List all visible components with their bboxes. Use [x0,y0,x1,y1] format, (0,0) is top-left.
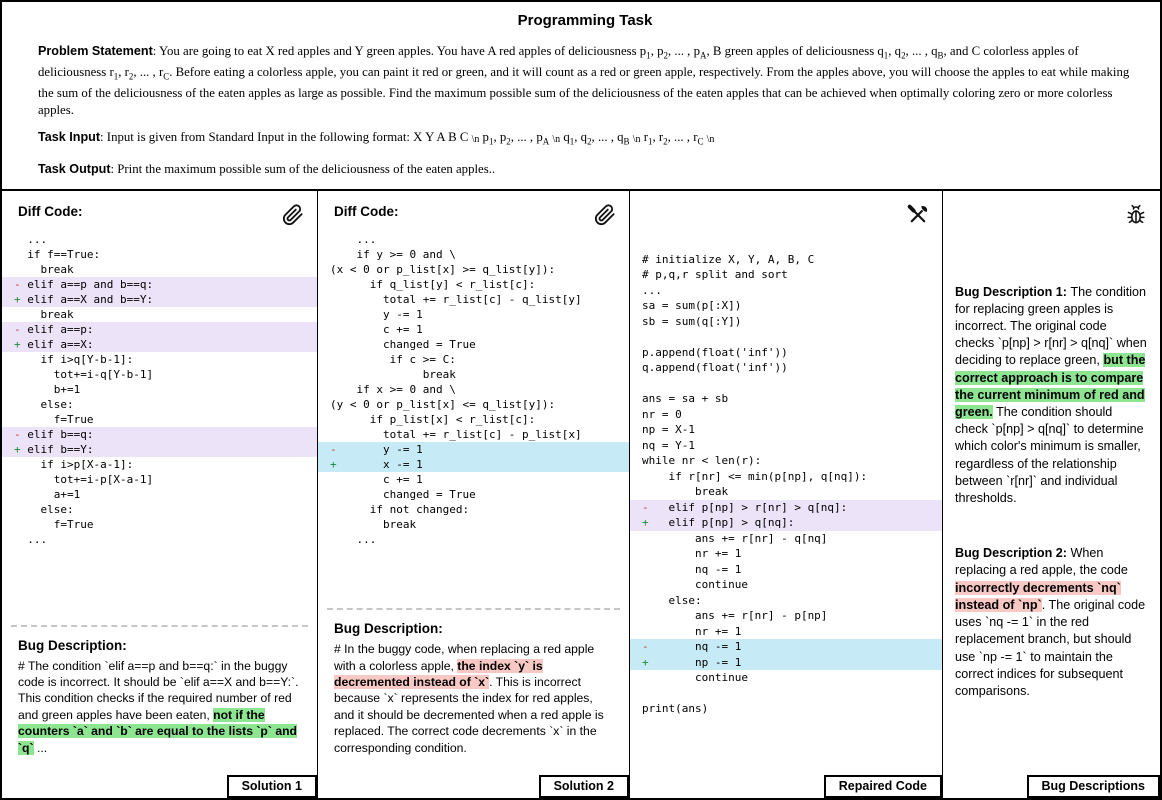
code-line-text: if p_list[x] < r_list[c]: [330,412,536,426]
code-line [630,639,942,655]
code-line [630,438,942,454]
panel-repaired-code [630,191,943,798]
code-line-text: nq = Y-1 [642,438,695,452]
problem-statement-label: Problem Statement [38,44,153,58]
code-line-text: nr += 1 [642,624,742,638]
panel-solution-1-header [2,191,317,228]
code-line [630,686,942,702]
code-line [2,397,317,412]
code-line-text: if i>p[X-a-1]: [14,457,134,471]
code-line [630,376,942,392]
code-line [2,247,317,262]
code-line-text: while nr < len(r): [642,454,762,468]
diff-code-block [2,232,317,547]
code-line-text: break [14,262,74,276]
code-line-text: nq -= 1 [642,562,742,576]
code-line [630,329,942,345]
code-line-text: sa = sum(p[:X]) [642,299,742,313]
code-line [318,232,629,247]
diff-code-block [318,232,629,547]
code-line [630,407,942,423]
code-line [630,593,942,609]
code-line [630,655,942,671]
bug-icon [1125,204,1147,226]
code-line [630,562,942,578]
code-line [318,337,629,352]
bug-description-block [2,625,317,798]
code-line [2,502,317,517]
code-line [630,670,942,686]
code-line-text: f=True [14,412,94,426]
code-line-text: ... [14,232,48,246]
code-line [2,262,317,277]
code-line-text: c += 1 [330,322,423,336]
code-line [318,247,629,262]
code-line [318,442,629,457]
diff-code-header: Diff Code: [334,203,399,219]
code-line [2,382,317,397]
code-line [318,322,629,337]
code-line [318,502,629,517]
code-line-text: tot+=i-p[X-a-1] [14,472,154,486]
code-line [630,453,942,469]
code-line [630,345,942,361]
code-line-text: - nq -= 1 [642,640,742,654]
code-line-text: else: [642,593,702,607]
panel-repaired-header [630,191,942,228]
code-line [318,532,629,547]
solution-2-badge: Solution 2 [539,775,629,798]
code-line-text: q.append(float('inf')) [642,361,788,375]
code-line [318,292,629,307]
code-line-text: f=True [14,517,94,531]
code-line-text: changed = True [330,487,476,501]
code-line [630,298,942,314]
problem-statement [38,43,1132,118]
code-line-text: total += r_list[c] - p_list[x] [330,427,582,441]
code-line-text: ans += r[nr] - q[nq] [642,531,828,545]
code-line-text: - elif p[np] > r[nr] > q[nq]: [642,500,848,514]
repaired-code-block [630,252,942,717]
code-line [630,267,942,283]
task-input-label: Task Input [38,130,101,145]
code-line [2,322,317,337]
code-line-text: if r[nr] <= min(p[np], q[nq]): [642,469,868,483]
code-line [2,532,317,547]
code-line-text: if y >= 0 and \ [330,247,456,261]
task-input-text: : Input is given from Standard Input in the following format: X Y A B C \n $p_1$, $p_2$, ... , $p_A$ \n $q_1$, $q_2$, ... , $q_B$ \n $r_1$, $r_2$, ... , $r_C$ \n [100,130,715,147]
code-line [318,427,629,442]
code-line [630,484,942,500]
dashed-divider [327,608,620,610]
code-line [318,472,629,487]
code-line-text: ans = sa + sb [642,392,729,406]
code-line-text: if x >= 0 and \ [330,382,456,396]
code-line-text: if q_list[y] < r_list[c]: [330,277,536,291]
code-line [630,500,942,516]
code-line-text: ... [330,232,377,246]
code-line-text: break [330,367,456,381]
panel-bug-descriptions-header [943,191,1160,228]
code-line [630,577,942,593]
code-line [630,252,942,268]
code-line-text: # initialize X, Y, A, B, C [642,252,815,266]
problem-statement-text: : You are going to eat X red apples and Y green apples. You have A red apples of deliciousness $p_1$, $p_2$, ... , $p_A$, B green apples of deliciousness $q_1$, $q_2$, ... , $q_B$, and C colorless apples of deliciousness $r_1$, $r_2$, ... , $r_C$. Before eating a colorless apple, you can paint it red or green, and it will count as a red or green apple, respectively. From the apples above, you will choose the apples to eat while making the sum of the deliciousness of the eaten apples as large as possible. Find the maximum possible sum of the deliciousness of the eaten apples that can be achieved when optimally coloring zero or more colorless apples. [38,44,1130,117]
code-line-text: ans += r[nr] - p[np] [642,609,828,623]
code-line-text: nr += 1 [642,547,742,561]
code-line-text: ... [330,532,377,546]
code-line-text: + x -= 1 [330,457,423,471]
code-line-text: - y -= 1 [330,442,423,456]
task-header [2,2,1160,189]
code-line [318,307,629,322]
code-line-text: else: [14,502,74,516]
code-line-text: tot+=i-q[Y-b-1] [14,367,154,381]
code-line-text: b+=1 [14,382,81,396]
bug-description-block [318,608,629,798]
paperclip-icon [282,204,304,226]
code-line [2,232,317,247]
code-line [630,283,942,299]
code-line [2,292,317,307]
diff-code-header: Diff Code: [18,203,83,219]
code-line-text: ... [14,532,48,546]
code-line [630,624,942,640]
code-line-text: # p,q,r split and sort [642,268,788,282]
code-line-text: c += 1 [330,472,423,486]
code-line-text: - elif a==p: [14,322,94,336]
code-line [318,517,629,532]
code-line [2,367,317,382]
task-output [38,161,1132,178]
solution-1-badge: Solution 1 [227,775,317,798]
code-line-text: + np -= 1 [642,655,742,669]
code-line-text: (y < 0 or p_list[x] <= q_list[y]): [330,397,556,411]
bug-description-header: Bug Description: [334,621,443,637]
code-line [630,546,942,562]
code-line-text: break [642,485,729,499]
code-line-text: print(ans) [642,702,709,716]
tools-icon [907,204,929,226]
code-line [318,367,629,382]
code-line-text: else: [14,397,74,411]
code-line [318,277,629,292]
code-line-text: (x < 0 or p_list[x] >= q_list[y]): [330,262,556,276]
bug-description-header: Bug Description: [18,637,127,653]
code-line-text: if f==True: [14,247,101,261]
code-line [318,487,629,502]
code-line [630,701,942,717]
code-line [2,277,317,292]
code-line-text: if c >= C: [330,352,456,366]
panel-solution-2 [318,191,630,798]
code-line [2,472,317,487]
code-line-text: + elif a==X: [14,337,94,351]
bug-description-text: # The condition `elif a==p and b==q:` in the buggy code is incorrect. It should be `elif a==X and b==Y:`. This condition checks if the required number of red and green apples have been eaten, not if the counters `a` and `b` are equal to the lists `p` and `q` ... [18,658,299,755]
code-line [318,262,629,277]
panel-solution-2-header [318,191,629,228]
code-line-text: + elif p[np] > q[nq]: [642,516,795,530]
code-line-text: np = X-1 [642,423,695,437]
paperclip-icon [594,204,616,226]
code-line [318,352,629,367]
code-line-text: break [330,517,417,531]
code-line-text: continue [642,671,748,685]
code-line-text: sb = sum(q[:Y]) [642,314,742,328]
code-line [2,412,317,427]
panel-solution-1 [2,191,318,798]
code-line [318,382,629,397]
code-line-text: if i>q[Y-b-1]: [14,352,134,366]
code-line-text: if not changed: [330,502,470,516]
code-line [630,469,942,485]
code-line-text: nr = 0 [642,407,682,421]
bug-description-1: Bug Description 1: The condition for replacing green apples is incorrect. The original code checks `p[np] > r[nr] > q[nq]` when deciding to replace green, but the correct approach is to compare the current minimum of red and green. The condition should check `p[np] > q[nq]` to determine which color's minimum is smaller, regardless of the relationship between `r[nr]` and individual thresholds. [955,284,1147,506]
code-line-text: ... [642,283,662,297]
page-title: Programming Task [517,12,653,29]
bug-description-2: Bug Description 2: When replacing a red apple, the code incorrectly decrements `nq` instead of `np`. The original code uses `nq -= 1` in the red replacement branch, but should use `np -= 1` to maintain the correct indices for subsequent comparisons. [955,546,1146,698]
code-line-text: break [14,307,74,321]
code-line-text: - elif a==p and b==q: [14,277,154,291]
task-output-text: : Print the maximum possible sum of the deliciousness of the eaten apples.. [110,162,496,177]
code-line [630,515,942,531]
code-line-text: - elif b==q: [14,427,94,441]
code-line-text: a+=1 [14,487,81,501]
code-line-text: total += r_list[c] - q_list[y] [330,292,582,306]
repaired-code-badge: Repaired Code [824,775,942,798]
code-line [2,487,317,502]
task-input [38,129,1132,150]
code-line [2,352,317,367]
code-line [2,337,317,352]
code-line-text: y -= 1 [330,307,423,321]
code-line [630,360,942,376]
code-line [2,457,317,472]
code-line [630,391,942,407]
panels-row [2,189,1160,798]
code-line-text: continue [642,578,748,592]
code-line-text: changed = True [330,337,476,351]
code-line [2,307,317,322]
code-line [2,442,317,457]
code-line [630,608,942,624]
panel-bug-descriptions [943,191,1160,798]
task-output-label: Task Output [38,162,111,177]
code-line [318,412,629,427]
code-line-text: p.append(float('inf')) [642,345,788,359]
bug-descriptions-badge: Bug Descriptions [1027,775,1161,798]
dashed-divider [11,625,308,627]
code-line [318,397,629,412]
code-line [2,517,317,532]
code-line [630,314,942,330]
code-line [2,427,317,442]
code-line-text: + elif b==Y: [14,442,94,456]
bug-description-text: # In the buggy code, when replacing a red apple with a colorless apple, the index `y` is decremented instead of `x`. This is incorrect because `x` represents the index for red apples, and it should be decremented when a red apple is replaced. The correct code decrements `x` in the corresponding condition. [334,642,604,755]
code-line-text: + elif a==X and b==Y: [14,292,154,306]
code-line [630,422,942,438]
code-line [318,457,629,472]
code-line [630,531,942,547]
